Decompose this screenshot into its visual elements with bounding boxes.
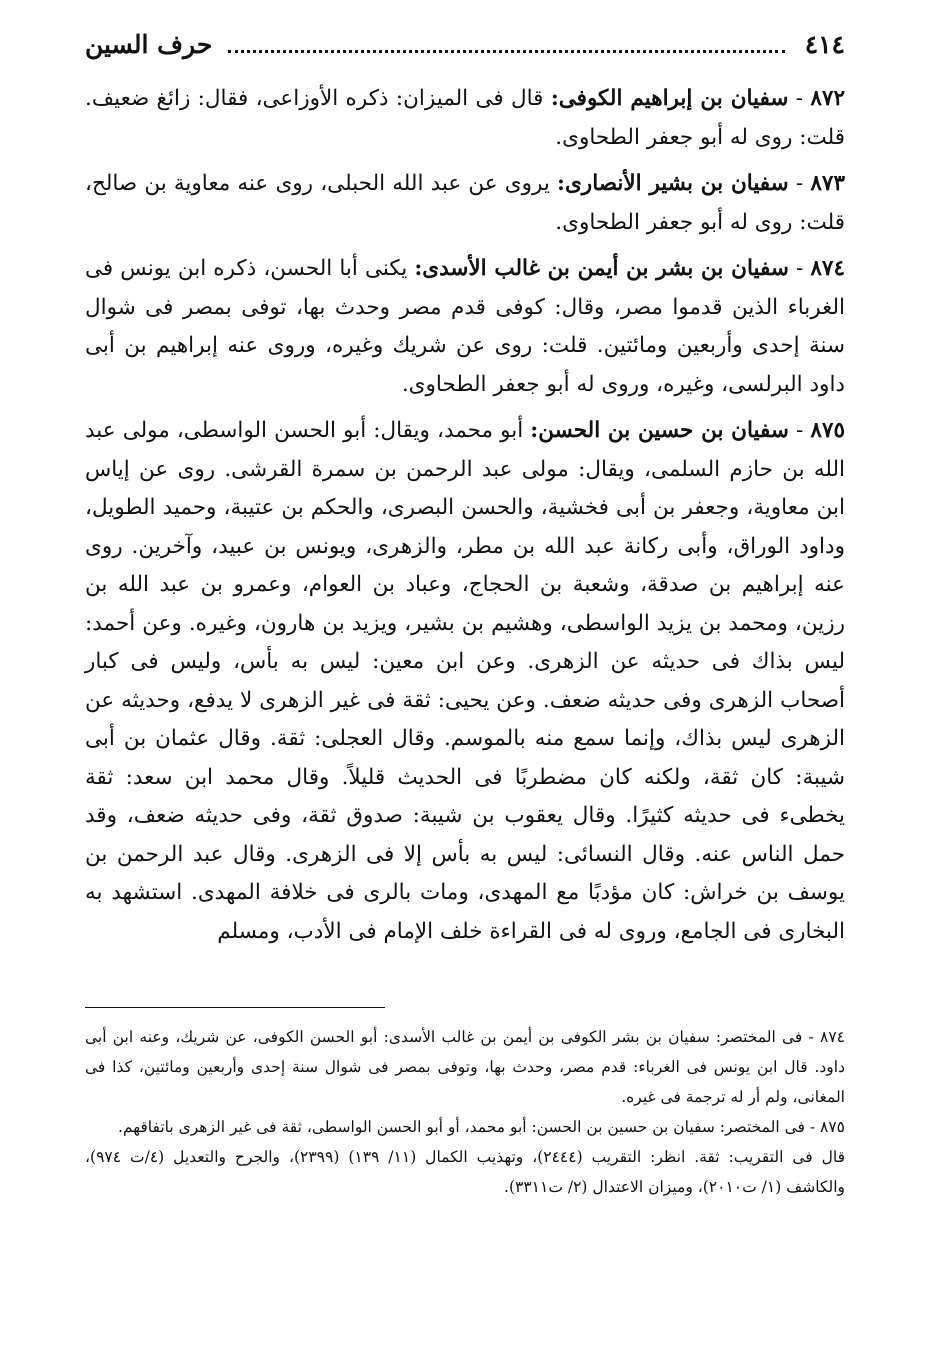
- footnote-874: ٨٧٤ - فى المختصر: سفيان بن بشر الكوفى بن أيمن بن غالب الأسدى: أبو الحسن الكوفى، عن شريك، وعنه ابن أبى داود. قال ابن يونس فى الغرباء: قدم مصر، وحدث بها، وتوفى بمصر فى شوال سنة إحدى وأربعين ومائتين، كذا فى المغانى، ولم أر له ترجمة فى غيره.: [85, 1028, 845, 1106]
- entry-873: [85, 165, 845, 242]
- entry-name: سفيان بن إبراهيم الكوفى:: [550, 86, 789, 111]
- entry-875: [85, 412, 845, 951]
- chapter-title: حرف السين: [85, 30, 213, 59]
- entry-dash: -: [788, 171, 811, 196]
- entry-text: قال فى الميزان: ذكره الأوزاعى، فقال: زائغ ضعيف. قلت: روى له أبو جعفر الطحاوى.: [85, 86, 845, 150]
- entry-872: [85, 80, 845, 157]
- main-text: [85, 80, 845, 951]
- entry-name: سفيان بن حسين بن الحسن:: [530, 418, 789, 443]
- entry-text: أبو محمد، ويقال: أبو الحسن الواسطى، مولى عبد الله بن حازم السلمى، ويقال: مولى عبد الرحمن بن سمرة القرشى. روى عن إياس ابن معاوية، وجعفر بن أبى فخشية، والحسن البصرى، والحكم بن عتيبة، وحميد الطويل، وداود الوراق، وأبى ركانة عبد الله بن مطر، والزهرى، ويونس بن عبيد، وآخرين. روى عنه إبراهيم بن صدقة، وشعبة بن الحجاج، وعباد بن العوام، وعمرو بن عبد الله بن رزين، ومحمد بن يزيد الواسطى، وهشيم بن بشير، ويزيد بن هارون، وغيره. وعن أحمد: ليس بذاك فى حديثه عن الزهرى. وعن ابن معين: ليس به بأس، وليس فى كبار أصحاب الزهرى وفى حديثه ضعف. وعن يحيى: ثقة فى غير الزهرى لا يدفع، وحديثه عن الزهرى ليس بذاك، وإنما سمع منه بالموسم. وقال العجلى: ثقة. وقال عثمان بن أبى شيبة: كان ثقة، ولكنه كان مضطربًا فى الحديث قليلاً. وقال محمد ابن سعد: ثقة يخطىء فى حديثه كثيرًا. وقال يعقوب بن شيبة: صدوق ثقة، وفى حديثه ضعف، وقد حمل الناس عنه. وقال النسائى: ليس به بأس إلا فى الزهرى. وقال عبد الرحمن بن يوسف بن خراش: كان مؤدبًا مع المهدى، ومات بالرى فى خلافة المهدى. استشهد به البخارى فى الجامع، وروى له فى القراءة خلف الإمام فى الأدب، ومسلم: [85, 418, 845, 944]
- footnotes: [85, 1022, 845, 1202]
- entry-874: [85, 250, 845, 404]
- entry-name: سفيان بن بشر بن أيمن بن غالب الأسدى:: [414, 256, 789, 281]
- entry-number: ٨٧٤: [810, 256, 845, 281]
- footnote-separator: [85, 1007, 385, 1008]
- entry-dash: -: [788, 86, 811, 111]
- entry-number: ٨٧٢: [810, 86, 846, 111]
- header-dotted-leader: [228, 36, 784, 53]
- entry-dash: -: [788, 256, 811, 281]
- page-header: [85, 30, 845, 74]
- entry-text: يروى عن عبد الله الحبلى، روى عنه معاوية بن صالح، قلت: روى له أبو جعفر الطحاوى.: [85, 171, 845, 235]
- entry-dash: -: [788, 418, 811, 443]
- entry-number: ٨٧٣: [810, 171, 845, 196]
- entry-number: ٨٧٥: [810, 418, 845, 443]
- entry-name: سفيان بن بشير الأنصارى:: [557, 171, 789, 196]
- entry-text: يكنى أبا الحسن، ذكره ابن يونس فى الغرباء الذين قدموا مصر، وقال: كوفى قدم مصر وحدث بها، توفى بمصر فى شوال سنة إحدى وأربعين ومائتين. قلت: روى عن شريك وغيره، وروى عنه إبراهيم بن أبى داود البرلسى، وغيره، وروى له أبو جعفر الطحاوى.: [85, 256, 845, 397]
- footnote-875-references: قال فى التقريب: ثقة. انظر: التقريب (٢٤٤٤)، وتهذيب الكمال (١١/ ١٣٩) (٢٣٩٩)، والجرح والتعديل (٤/ت ٩٧٤)، والكاشف (١/ ت٢٠١٠)، وميزان الاعتدال (٢/ ت٣٣١١).: [85, 1148, 845, 1196]
- footnote-875: ٨٧٥ - فى المختصر: سفيان بن حسين بن الحسن: أبو محمد، أو أبو الحسن الواسطى، ثقة فى غير الزهرى باتفاقهم.: [117, 1118, 845, 1136]
- page-number: ٤١٤: [804, 30, 845, 59]
- book-page: [85, 30, 845, 1202]
